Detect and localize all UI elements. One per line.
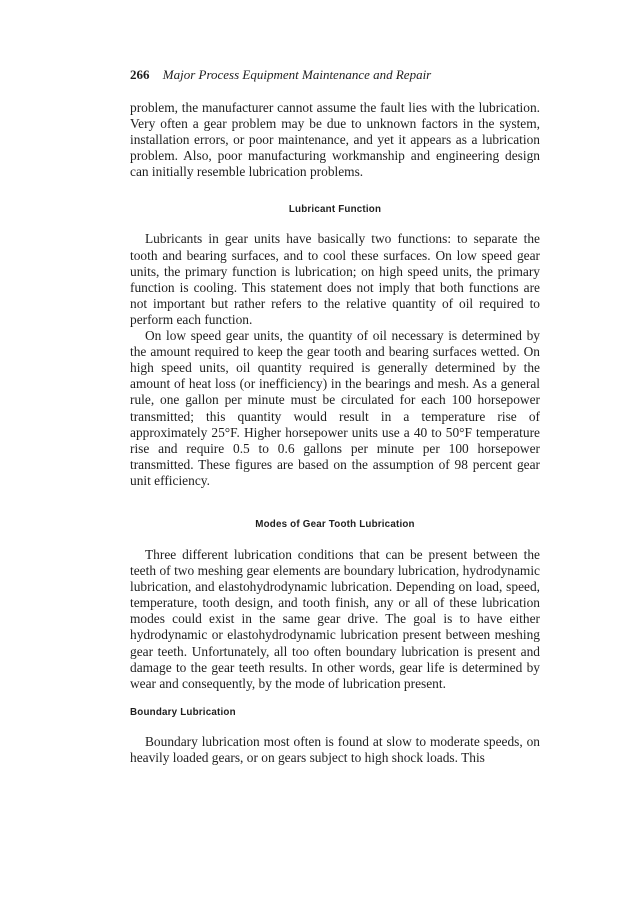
section-heading-modes-of-lubrication: Modes of Gear Tooth Lubrication	[255, 518, 415, 530]
paragraph-lubricant-functions: Lubricants in gear units have basically two functions: to separate the tooth and bearing surfaces, and to cool these surfaces. On low speed gear units, the primary function is lubrication; on high speed units, the primary function is cooling. This statement does not imply that both functions are not important but rather refers to the relative quantity of oil required to perform each function.	[130, 231, 540, 327]
paragraph-lubrication-modes: Three different lubrication conditions that can be present between the teeth of two meshing gear elements are boundary lubrication, hydrodynamic lubrication, and elastohydrodynamic lubrication. Depending on load, speed, temperature, tooth design, and tooth finish, any or all of these lubrication modes could exist in the same gear drive. The goal is to have either hydrodynamic or elastohydrodynamic lubrication present between meshing gear teeth. Unfortunately, all too often boundary lubrication is present and damage to the gear teeth results. In other words, gear life is determined by wear and consequently, by the mode of lubrication present.	[130, 546, 540, 691]
paragraph-oil-quantity: On low speed gear units, the quantity of oil necessary is determined by the amount required to keep the gear tooth and bearing surfaces wetted. On high speed units, oil quantity required is generally determined by the amount of heat loss (or inefficiency) in the bearings and mesh. As a general rule, one gallon per minute must be circulated for each 100 horsepower transmitted; this quantity would result in a temperature rise of approximately 25°F. Higher horsepower units use a 40 to 50°F temperature rise and require 0.5 to 0.6 gallons per minute per 100 horsepower transmitted. These figures are based on the assumption of 98 percent gear unit efficiency.	[130, 328, 540, 488]
section-heading-lubricant-function: Lubricant Function	[288, 204, 382, 216]
subsection-heading-boundary-lubrication: Boundary Lubrication	[130, 706, 236, 718]
body-text	[130, 100, 540, 766]
running-head	[130, 67, 550, 83]
paragraph-continuation: problem, the manufacturer cannot assume the fault lies with the lubrication. Very often a gear problem may be due to unknown factors in the system, installation errors, or poor maintenance, and yet it appears as a lubrication problem. Also, poor manufacturing workmanship and engineering design can initially resemble lubrication problems.	[130, 100, 540, 180]
paragraph-boundary-lubrication: Boundary lubrication most often is found at slow to moderate speeds, on heavily loaded gears, or on gears subject to high shock loads. This	[130, 733, 540, 765]
book-title: Major Process Equipment Maintenance and Repair	[162, 67, 432, 82]
page-number: 266	[130, 67, 150, 82]
